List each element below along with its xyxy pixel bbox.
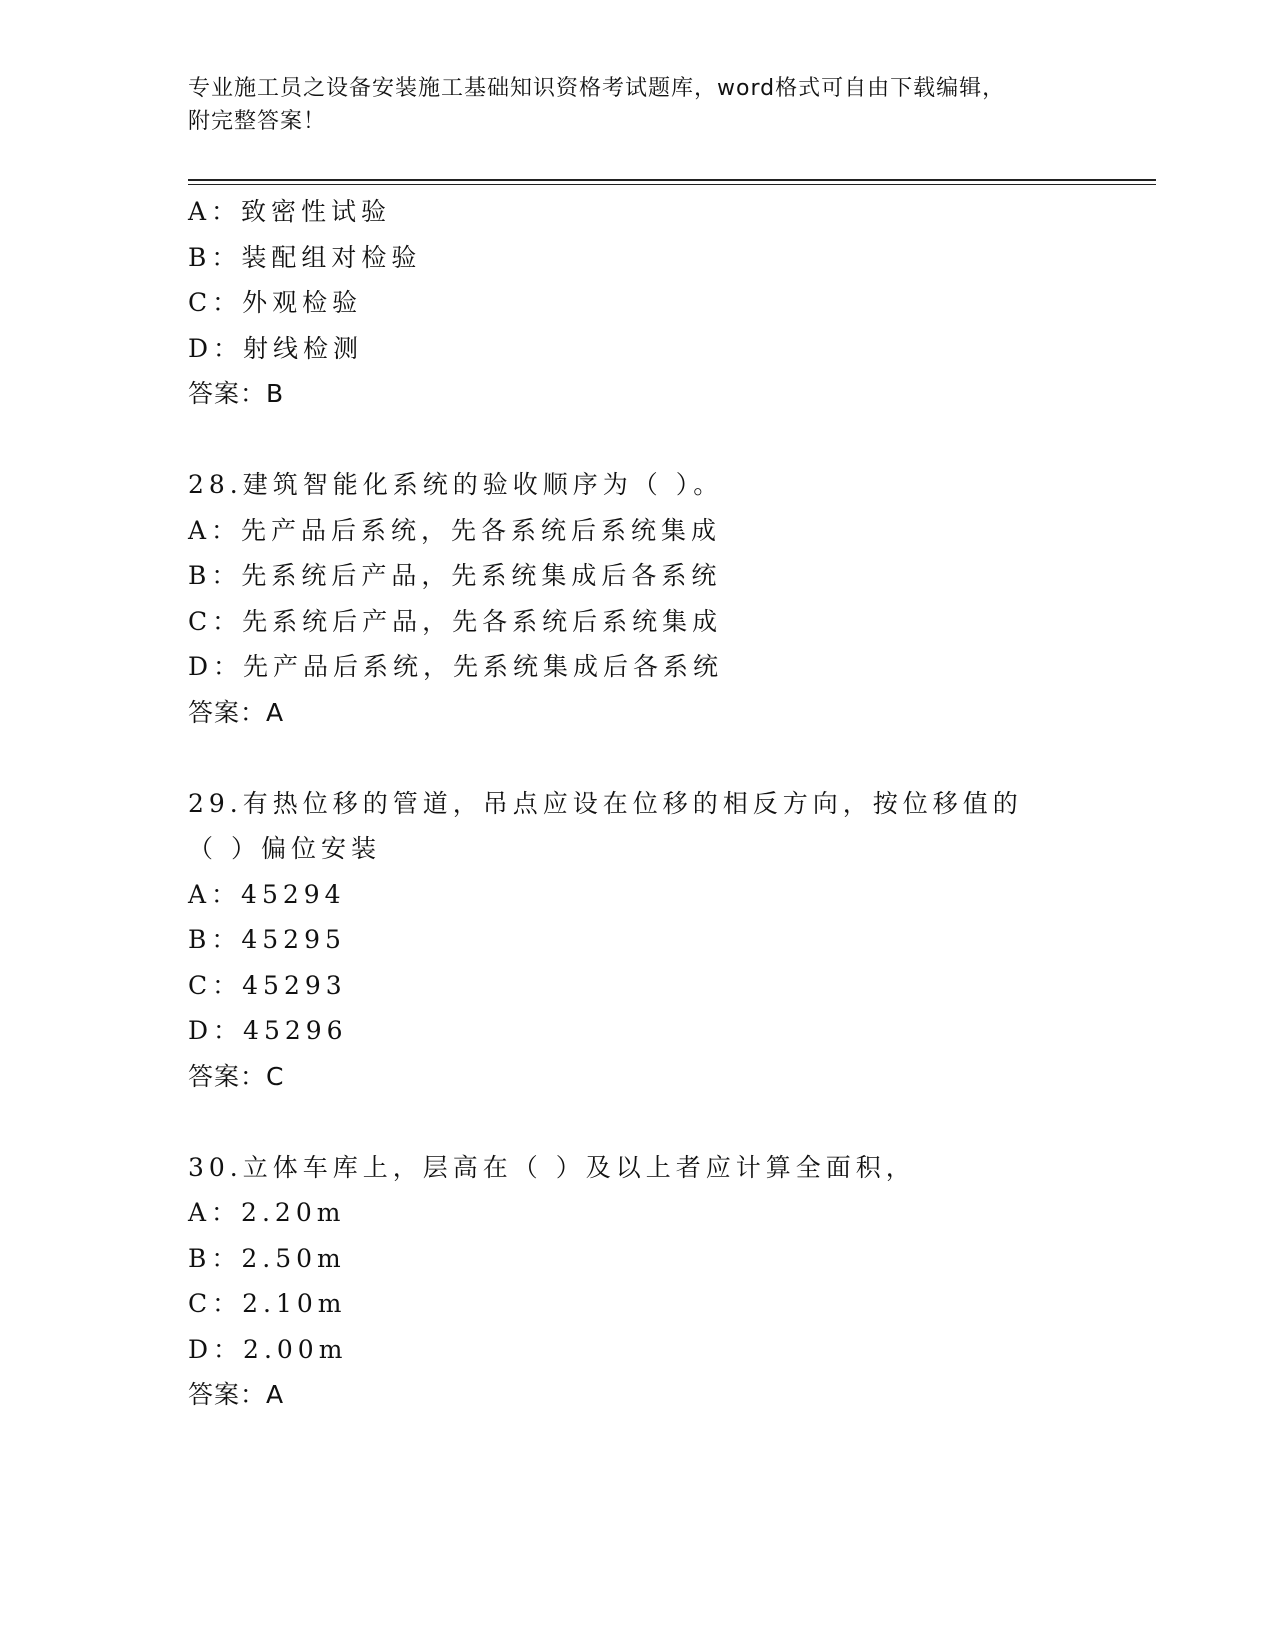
question-text: 29.有热位移的管道，吊点应设在位移的相反方向，按位移值的（ ）偏位安装 (188, 788, 1023, 863)
question-28 (188, 462, 1088, 735)
option-b: B：2.50m (188, 1243, 346, 1273)
option-a: A：先产品后系统，先各系统后系统集成 (188, 515, 722, 545)
answer: 答案：C (188, 1061, 285, 1091)
answer: 答案：B (188, 379, 285, 408)
question-text: 28.建筑智能化系统的验收顺序为（ ）。 (188, 470, 724, 499)
question-29 (188, 781, 1088, 1100)
option-c: C：先系统后产品，先各系统后系统集成 (188, 606, 723, 636)
option-c: C：外观检验 (188, 288, 363, 317)
option-c: C：45293 (188, 970, 347, 1000)
spacer (188, 735, 1088, 781)
spacer (188, 1099, 1088, 1145)
document-header (188, 72, 1088, 138)
question-list (188, 189, 1088, 1418)
header-divider-thick (188, 179, 1156, 181)
option-a: A：45294 (188, 879, 346, 909)
question-30 (188, 1145, 1088, 1418)
question-text: 30.立体车库上，层高在（ ）及以上者应计算全面积， (188, 1152, 916, 1182)
spacer (188, 417, 1088, 463)
option-b: B：45295 (188, 925, 346, 954)
option-a: A：致密性试验 (188, 197, 392, 226)
option-d: D：先产品后系统，先系统集成后各系统 (188, 652, 724, 681)
option-b: B：装配组对检验 (188, 242, 422, 272)
header-title-line-2: 附完整答案！ (188, 109, 327, 134)
option-c: C：2.10m (188, 1289, 347, 1318)
answer: 答案：A (188, 1380, 285, 1409)
question-27-continued (188, 189, 1088, 417)
option-b: B：先系统后产品，先系统集成后各系统 (188, 561, 722, 590)
header-title-line-1: 专业施工员之设备安装施工基础知识资格考试题库，word格式可自由下载编辑， (188, 76, 1006, 101)
option-d: D：射线检测 (188, 333, 364, 363)
option-d: D：45296 (188, 1016, 348, 1045)
header-divider-thin (188, 184, 1156, 185)
option-d: D：2.00m (188, 1334, 348, 1364)
option-a: A：2.20m (188, 1198, 346, 1227)
answer: 答案：A (188, 697, 285, 727)
